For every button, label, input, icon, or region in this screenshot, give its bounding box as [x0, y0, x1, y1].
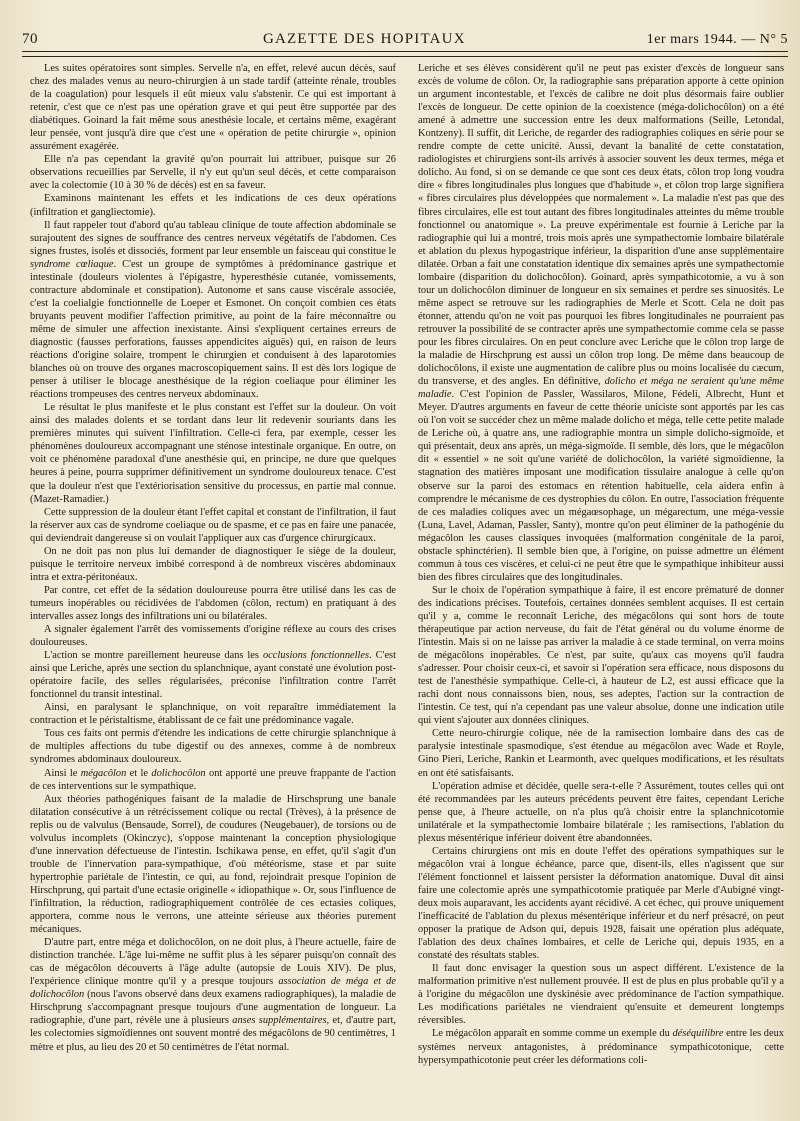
right-column: [418, 62, 784, 1067]
paragraph: L'action se montre pareillement heureuse dans les occlusions fonctionnelles. C'est ainsi que Leriche, après une section du splanchnique, ayant constaté une évolution post-opératoire facile, des selles régularisées, préconise l'infiltration contre l'arrêt fonctionnel du transit intestinal.: [30, 650, 396, 701]
paragraph: Elle n'a pas cependant la gravité qu'on pourrait lui attribuer, puisque sur 26 observations recueillies par Servelle, il n'y eut qu'un seul décès, et cette comparaison avec la colectomie (10 à 30 % de décès) est en sa faveur.: [30, 154, 396, 192]
paragraph: Les suites opératoires sont simples. Servelle n'a, en effet, relevé aucun décès, sauf chez des malades venus au neuro-chirurgien à un stade tardif (atteinte rénale, troubles de la coagulation) pour lesquels il eût mieux valu s'abstenir. Ce qui est important à retenir, c'est que ce n'est pas une opération grave et qui peut être supportée par des diabétiques. Goinard la fait même sous anesthésie locale, et certains même, exagérant leur pensée, vont jusqu'à dire que c'est une « opération de petite chirurgie », opinion assurément exagérée.: [30, 63, 396, 153]
paragraph: Par contre, cet effet de la sédation douloureuse pourra être utilisé dans les cas de tumeurs inopérables ou récidivées de l'abdomen (côlon, rectum) en pratiquant à des intervalles assez longs des infiltrations uni ou bilatérales.: [30, 584, 396, 622]
paragraph: Cette suppression de la douleur étant l'effet capital et constant de l'infiltration, il faut la réserver aux cas de syndrome coeliaque ou de spasme, et ce pas en faire une panacée, qui deviendrait dangereuse si on voulait l'appliquer aux cas d'urgence chirurgicaux.: [30, 506, 396, 544]
paragraph: Examinons maintenant les effets et les indications de ces deux opérations (infiltration et gangliectomie).: [30, 193, 396, 218]
header-rule: [22, 51, 788, 57]
paragraph: Il faut donc envisager la question sous un aspect différent. L'existence de la malformation primitive n'est nullement prouvée. Il est de plus en plus probable qu'il y a à l'origine du mégacôlon une dyskinésie avec prédominance de l'action sympathique. Les modifications pariétales ne viendraient qu'ensuite et demeurent longtemps réversibles.: [418, 963, 784, 1027]
paragraph: Sur le choix de l'opération sympathique à faire, il est encore prématuré de donner des indications précises. Toutefois, certaines données semblent acquises. Il est certain qu'il y a, comme le reconnaît Leriche, des mégacôlons qui sont hors de toute thérapeutique par action nerveuse, du fait de l'état général ou du volume énorme de l'intestin. Mais si on ne laisse pas arriver la maladie à ce stade terminal, on verra moins de mégacôlons inopérables. Ce n'est, par suite, qu'aux cas moyens qu'il faudra s'adresser. Pour choisir ceux-ci, et savoir si l'opération sera efficace, nous disposons du test de l'anesthésie sympathique. Celle-ci, à hauteur de L2, est aussi efficace que la rachi dont nous connaissons bien, nous, ses adeptes, l'action sur la contraction de l'intestin. Ce test, qui n'a cependant pas une valeur absolue, donne une indication utile qui vient s'ajouter aux données cliniques.: [418, 584, 784, 727]
paragraph: Tous ces faits ont permis d'étendre les indications de cette chirurgie splanchnique à de multiples affections du tube digestif ou des annexes, comme à de nombreux syndromes abdominaux douloureux.: [30, 728, 396, 766]
paragraph: Aux théories pathogéniques faisant de la maladie de Hirschsprung une banale dilatation consécutive à un rétrécissement colique ou rectal (Trèves), à la présence de replis ou de valvulus (Bensaude, Sorrel), de coudures (Neugebauer), de torsions ou de volvulus incomplets (Okinczyc), s'oppose maintenant la conception physiologique d'une innervation défectueuse de l'intestin. Ischikawa pense, en effet, qu'il s'agit d'un trouble de l'innervation para-sympathique, d'où météorisme, stase et par suite hypertrophie pariétale de l'intestin, ce qui, au fond, rejoindrait presque l'opinion de Hirschprung, qui partait d'une ectasie originelle « idiopathique ». Or, sous l'influence de l'infiltration, la réduction, radiographiquement contrôlée de ces ectasies coliques, apportera, comme nous le verrons, une atteinte sérieuse aux théories purement mécaniques.: [30, 793, 396, 936]
paragraph: Ainsi, en paralysant le splanchnique, on voit reparaître immédiatement la contraction et le péristaltisme, établissant de ce fait une prédominance vagale.: [30, 702, 396, 727]
paragraph: Ainsi le mégacôlon et le dolichocôlon ont apporté une preuve frappante de l'action de ces interventions sur le sympathique.: [30, 767, 396, 792]
left-column: [30, 62, 396, 1054]
page-number: 70: [22, 31, 38, 47]
paragraph: Il faut rappeler tout d'abord qu'au tableau clinique de toute affection abdominale se surajoutent des signes de souffrance des centres nerveux végétatifs de l'abdomen. Ces signes frustes, isolés et dissociés, forment par leur ensemble un faisceau qui constitue le syndrome cœliaque. C'est un groupe de symptômes à prédominance gastrique et intestinale (douleurs violentes à l'épigastre, hyperesthésie cutanée, vomissements, contracture abdominale et constipation). Autonome et sans cause viscérale associée, c'est la coelialgie fonctionnelle de Loeper et Esmonet. On conçoit combien ces états bruyants peuvent modifier l'affection primitive, au point de la faire méconnaître ou même de simuler une affection inexistante. Ainsi s'expliquent certaines erreurs de diagnostic (fausses perforations, fausses appendicites aiguës) qui, en raison de leurs réactions d'origine solaire, trompent le chirurgien et conduisent à des laparotomies blanches où on trouve des organes macroscopiquement sains. Il est dès lors logique de penser à utiliser le blocage anesthésique de la région coeliaque pour éliminer les réactions trompeuses des centres nerveux abdominaux.: [30, 219, 396, 401]
paragraph: Certains chirurgiens ont mis en doute l'effet des opérations sympathiques sur le mégacôlon vrai à longue échéance, parce que, disent-ils, elles n'agissent que sur l'élément fonctionnel et laissent persister la déformation anatomique. Duval dit ainsi faire une colectomie après une sympathicotomie pratiquée par Merle d'Aubigné vingt-deux mois auparavant, les accidents ayant récidivé. A cet échec, qui prouve uniquement l'inefficacité de l'ablation du plexus mésentérique inférieur et du nerf présacré, on peut opposer la pratique de Adson qui, depuis 1928, faisait une opération plus adéquate, l'ablation des deux chaînes lombaires, et celle de Leriche qui, depuis 1935, en a constaté des résultats stables.: [418, 845, 784, 962]
paragraph: Le résultat le plus manifeste et le plus constant est l'effet sur la douleur. On voit ainsi des malades dolents et se tordant dans leur lit redevenir souriants dans les premières minutes qui suivent l'infiltration. Celle-ci fera, par exemple, cesser les phénomènes douloureux accompagnant une sténose intestinale organique. En outre, on voit ce phénomène paradoxal d'une anesthésie qui, en principe, ne dure que quelques heures à peine, pourra supprimer définitivement un syndrome douloureux tenace. C'est que la douleur n'est que l'extériorisation sensitive du processus, en partie mal connue. (Mazet-Ramadier.): [30, 402, 396, 505]
paragraph: Le mégacôlon apparaît en somme comme un exemple du déséquilibre entre les deux systèmes nerveux antagonistes, à prédominance sympathicotonique, cette hypersympathicotonie peut créer les déformations coli-: [418, 1028, 784, 1066]
paragraph: Leriche et ses élèves considèrent qu'il ne peut pas exister d'excès de longueur sans excès de volume de côlon. Or, la radiographie sans préparation apporte à cette opinion un argument incontestable, et l'excès de calibre ne doit plus désormais faire oublier l'excès de longueur. De cette opinion de la coexistence (méga-dolichocôlon) on a été amené à admettre une succession entre les deux malformations (Seille, Letondal, Kontzeny). Il suffit, dit Leriche, de regarder des radiographies coliques en série pour se rendre compte de cette unicité. Aussi, devant la banalité de cette constatation, radiologistes et chirurgiens sont-ils arrivés à associer souvent les deux termes, méga et dolicho. Au fond, si on se demande ce que sont ces deux états, côlon trop long voudra dire « fibres longitudinales plus longues que d'habitude », et côlon trop large signifiera « fibres circulaires plus développées que normalement ». La maladie n'est pas que des fibres circulaires, elle est tout autant des fibres longitudinales atteintes du même trouble fonctionnel ou anatomique ». La preuve expérimentale est fournie à Leriche par la radiographie qui lui a montré, trois mois après une sympathectomie lombaire bilatérale et ablation du plexus hypogastrique inférieur, la disparition d'une anse supplémentaire dilatée. Orban a fait une constatation identique dix semaines après une sympathectomie lombaire (disparition du dolichocôlon). Goinard, après sympathicotomie, a vu à son tour un dolichocôlon diminuer de longueur en six semaines et perdre ses sinuosités. Le même aspect se retrouve sur les radiographies de Merle et Scott. Cela ne doit pas étonner, attendu qu'on ne voit pas pourquoi les fibres longitudinales ne pourraient pas retrouver la possibilité de se contracter après une sympathectomie comme cela se passe pour les fibres circulaires. On en peut conclure avec Leriche que le côlon trop large de la maladie de Hirschprung est aussi un côlon trop long. De même dans beaucoup de dolichocôlons, il existe une augmentation de calibre plus ou moins localisée du cæcum, du transverse, et des angles. En définitive, dolicho et méga ne seraient qu'une même maladie. C'est l'opinion de Passler, Wassilaros, Milone, Fédeli, Albrecht, Hunt et Meyer. D'autres arguments en faveur de cette théorie uniciste sont apportés par les cas où l'on voit se succéder chez un même malade dolicho et méga, telle cette petite malade de Leriche où, à quatre ans, une radiographie montra un simple dolicho-sigmoïde, et qui présentait, deux ans après, un méga-sigmoïde. Il semble, dès lors, que le mégacôlon dit « essentiel » ne soit qu'une variété de dolichocôlon, la variété sigmoïdienne, la stagnation des matières imposant une modification tissulaire analogue à celle qu'on observe sur la paroi des estomacs en rétention habituelle, cela aidera enfin à comprendre le mécanisme de ces dystrophies du côlon. En outre, l'association fréquente de ces maladies coliques avec un mégaœsophage, un mégarectum, une méga-vessie (Luna, Lavel, Adaman, Passler, Santy), montre qu'on peut éliminer de la pathogénie du mégacôlon les causes classiques invoquées (malformation congénitale de la paroi, obstacle sphinctérien). Il semble bien que, à l'origine, on puisse admettre un élément commun à tous ces viscères, et celui-ci ne peut être que le sympathique inhibiteur aussi bien des fibres circulaires que des longitudinales.: [418, 63, 784, 583]
paragraph: Cette neuro-chirurgie colique, née de la ramisection lombaire dans des cas de paralysie intestinale spasmodique, s'est étendue au mégacôlon avec Wade et Royle, Gino Pieri, Leriche, Rankin et Learmonth, avec quelques modifications, et les résultats en ont été satisfaisants.: [418, 728, 784, 779]
paragraph: L'opération admise et décidée, quelle sera-t-elle ? Assurément, toutes celles qui ont été recommandées par les auteurs précédents peuvent être faites, cependant Leriche pense que, à l'heure actuelle, on n'a plus qu'à choisir entre la splanchnicotomie unilatérale et la sympathectomie lombaire bilatérale ; les ramisections, l'ablation du plexus mésentérique inférieur doivent être abandonnées.: [418, 780, 784, 844]
paragraph: A signaler également l'arrêt des vomissements d'origine réflexe au cours des crises douloureuses.: [30, 624, 396, 649]
paragraph: On ne doit pas non plus lui demander de diagnostiquer le siège de la douleur, puisque le territoire nerveux imbibé correspond à de nombreux viscères abdominaux intra et extra-péritonéaux.: [30, 545, 396, 583]
publication-title: GAZETTE DES HOPITAUX: [262, 31, 466, 47]
page-header: [22, 18, 788, 48]
paragraph: D'autre part, entre méga et dolichocôlon, on ne doit plus, à l'heure actuelle, faire de distinction tranchée. L'âge lui-même ne suffit plus à les séparer puisqu'on connaît des cas de mégacôlon découverts à l'âge adulte (autopsie de Louis XIV). De plus, l'expérience clinique montre qu'il y a presque toujours association de méga et de dolichocôlon (nous l'avons observé dans deux examens radiographiques), la maladie de Hirschprung s'accompagnant presque toujours d'une augmentation de longueur. La radiographie, d'une part, révèle une à plusieurs anses supplémentaires, et, d'autre part, les colectomies sigmoïdiennes ont souvent montré des mégacôlons de 90 centimètres, 1 mètre et plus, au lieu des 20 et 50 centimètres de l'état normal.: [30, 937, 396, 1053]
issue-date: 1er mars 1944. — N° 5: [646, 32, 788, 47]
